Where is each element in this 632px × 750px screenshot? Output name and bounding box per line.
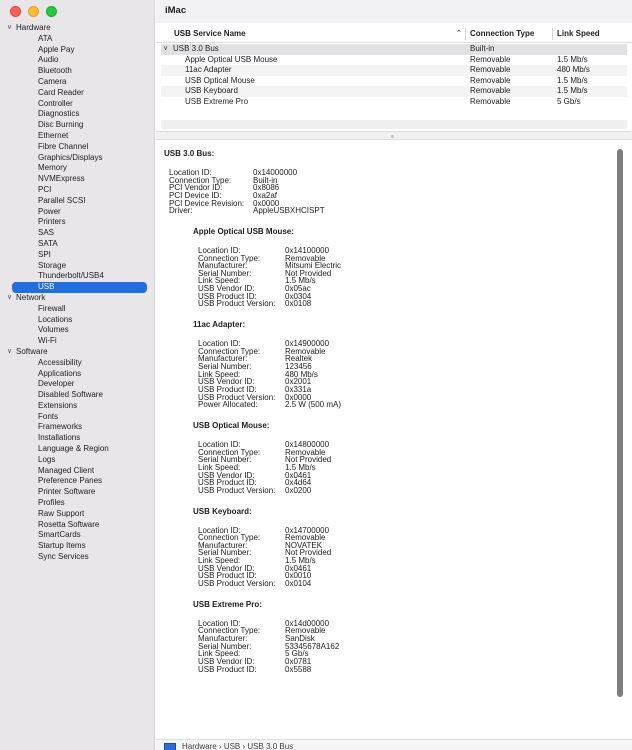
property-label: USB Product Version: [198, 299, 276, 309]
sidebar-item-parallel-scsi[interactable]: Parallel SCSI [38, 195, 86, 205]
sidebar-item-logs[interactable]: Logs [38, 454, 56, 464]
property-value: Removable [285, 626, 326, 636]
property-label: Serial Number: [198, 362, 252, 372]
cell-service-name: USB Extreme Pro [185, 97, 249, 106]
sidebar-item-memory[interactable]: Memory [38, 163, 67, 173]
property-value: 0x05ac [285, 284, 311, 294]
property-label: PCI Device Revision: [169, 198, 245, 208]
sidebar-group-label: Hardware [16, 23, 51, 32]
column-header-name[interactable]: USB Service Name [174, 29, 246, 38]
property-value: Removable [285, 533, 326, 543]
sidebar-item-firewall[interactable]: Firewall [38, 303, 66, 313]
property-value: 1.5 Mb/s [285, 556, 316, 566]
horizontal-scrollbar[interactable] [161, 120, 627, 129]
sidebar-item-preference-panes[interactable]: Preference Panes [38, 476, 103, 486]
breadcrumb-hardware[interactable]: Hardware [182, 742, 217, 750]
sidebar-item-bluetooth[interactable]: Bluetooth [38, 66, 72, 76]
sidebar-item-fonts[interactable]: Fonts [38, 411, 59, 421]
property-value: AppleUSBXHCISPT [253, 206, 325, 216]
table-row[interactable] [161, 55, 627, 66]
computer-icon [164, 743, 176, 750]
property-value: 0x14d00000 [285, 618, 330, 628]
section-title-usb-optical-mouse: USB Optical Mouse: [193, 420, 270, 430]
sidebar-item-usb[interactable]: USB [12, 282, 147, 293]
property-list [198, 441, 498, 495]
column-header-speed[interactable]: Link Speed [557, 29, 600, 38]
property-label: USB Vendor ID: [198, 656, 255, 666]
property-value: 0x0304 [285, 291, 312, 301]
property-list [198, 340, 498, 409]
table-row[interactable] [161, 65, 627, 76]
section-title-usb-extreme-pro: USB Extreme Pro: [193, 599, 262, 609]
sidebar-item-pci[interactable]: PCI [38, 184, 52, 194]
detail-pane [156, 141, 632, 739]
property-value: 1.5 Mb/s [285, 276, 316, 286]
property-value: Not Provided [285, 268, 332, 278]
property-list [198, 620, 498, 674]
property-value: 0x14000000 [253, 168, 298, 177]
property-value: 0x0461 [285, 470, 312, 480]
table-row[interactable] [161, 86, 627, 97]
sidebar-item-printers[interactable]: Printers [38, 217, 66, 227]
property-label: Connection Type: [198, 447, 261, 457]
property-label: USB Product ID: [198, 664, 257, 674]
sidebar-item-controller[interactable]: Controller [38, 98, 73, 108]
property-value: 0x8086 [253, 183, 280, 193]
cell-link-speed: 1.5 Mb/s [557, 54, 588, 64]
cell-connection-type: Removable [470, 86, 511, 96]
property-label: Manufacturer: [198, 633, 248, 643]
sidebar-item-applications[interactable]: Applications [38, 368, 82, 378]
sidebar-item-thunderbolt-usb4[interactable]: Thunderbolt/USB4 [38, 271, 104, 281]
sidebar-item-diagnostics[interactable]: Diagnostics [38, 109, 80, 119]
sidebar-item-volumes[interactable]: Volumes [38, 325, 69, 335]
property-value: 0x14100000 [285, 245, 330, 255]
property-label: USB Vendor ID: [198, 377, 255, 387]
minimize-window-button[interactable] [28, 6, 39, 17]
property-value: SanDisk [285, 633, 315, 643]
sidebar-item-smartcards[interactable]: SmartCards [38, 530, 81, 540]
property-label: Manufacturer: [198, 540, 248, 550]
cell-connection-type: Removable [470, 54, 511, 64]
property-value: 1.5 Mb/s [285, 462, 316, 472]
cell-service-name: 11ac Adapter [185, 65, 232, 75]
property-label: Location ID: [198, 339, 241, 349]
sidebar-item-accessibility[interactable]: Accessibility [38, 357, 82, 367]
property-value: Mitsumi Electric [285, 261, 342, 271]
sidebar-item-audio[interactable]: Audio [38, 55, 59, 65]
property-label: Driver: [169, 206, 193, 216]
cell-connection-type: Built-in [470, 44, 495, 53]
property-label: Link Speed: [198, 649, 241, 659]
property-label: Serial Number: [198, 455, 252, 465]
sidebar-item-graphics-displays[interactable]: Graphics/Displays [38, 152, 103, 162]
sidebar-item-sata[interactable]: SATA [38, 238, 58, 248]
window-title: iMac [156, 0, 632, 23]
sidebar-item-sync-services[interactable]: Sync Services [38, 552, 89, 562]
breadcrumb-usb-bus[interactable]: USB 3.0 Bus [247, 742, 294, 750]
property-label: Link Speed: [198, 556, 241, 566]
close-window-button[interactable] [10, 6, 21, 17]
chevron-right-icon: › [242, 742, 248, 750]
property-value: 5 Gb/s [285, 649, 309, 659]
sidebar-item-ata[interactable]: ATA [38, 33, 53, 43]
property-label: USB Product ID: [198, 291, 257, 301]
main-pane [156, 0, 632, 750]
sidebar-item-disc-burning[interactable]: Disc Burning [38, 120, 84, 130]
chevron-right-icon: › [218, 742, 224, 750]
vertical-scrollbar[interactable] [617, 149, 623, 697]
column-divider[interactable] [465, 28, 466, 40]
property-label: USB Product Version: [198, 392, 276, 402]
section-title-11ac-adapter: 11ac Adapter: [193, 320, 246, 330]
property-value: 53345678A162 [285, 641, 340, 651]
cell-service-name: USB Keyboard [185, 86, 238, 96]
path-bar [156, 739, 632, 750]
property-label: USB Product ID: [198, 478, 257, 488]
table-header [156, 23, 632, 43]
table-row[interactable] [161, 97, 627, 108]
sidebar-item-camera[interactable]: Camera [38, 76, 67, 86]
property-value: 123456 [285, 362, 312, 372]
sidebar-item-extensions[interactable]: Extensions [38, 400, 78, 410]
property-list [198, 247, 498, 308]
cell-link-speed: 5 Gb/s [557, 97, 581, 106]
sidebar-item-sas[interactable]: SAS [38, 228, 55, 238]
property-label: Manufacturer: [198, 354, 248, 364]
property-value: 0x0200 [285, 485, 312, 495]
sidebar-item-ethernet[interactable]: Ethernet [38, 130, 69, 140]
sidebar-group-label: Network [16, 292, 46, 302]
column-header-connection[interactable]: Connection Type [470, 29, 535, 38]
sidebar-item-language-region[interactable]: Language & Region [38, 444, 109, 454]
sidebar-item-power[interactable]: Power [38, 206, 61, 216]
sidebar-item-disabled-software[interactable]: Disabled Software [38, 390, 103, 400]
table-row[interactable] [161, 44, 627, 55]
section-title-usb-bus: USB 3.0 Bus: [164, 149, 215, 158]
property-value: 480 Mb/s [285, 369, 318, 379]
sidebar-group-label: Software [16, 346, 48, 356]
property-value: 0x0010 [285, 571, 312, 581]
property-label: Location ID: [198, 525, 241, 535]
chevron-down-icon[interactable]: ∨ [7, 293, 13, 301]
category-tree [0, 23, 155, 563]
property-label: Connection Type: [198, 253, 261, 263]
sidebar-item-wi-fi[interactable]: Wi-Fi [38, 336, 57, 346]
cell-service-name: USB Optical Mouse [185, 75, 255, 85]
property-value: 0x14800000 [285, 439, 330, 449]
zoom-window-button[interactable] [46, 6, 57, 17]
sidebar-item-frameworks[interactable]: Frameworks [38, 422, 83, 432]
cell-service-name: USB 3.0 Bus [173, 44, 219, 53]
chevron-up-icon[interactable]: ⌃ [456, 30, 462, 37]
property-value: 2.5 W (500 mA) [285, 400, 342, 410]
property-value: Removable [285, 253, 326, 263]
sidebar-item-managed-client[interactable]: Managed Client [38, 465, 95, 475]
split-divider[interactable] [156, 131, 632, 140]
window-controls [10, 6, 57, 17]
property-value: Not Provided [285, 455, 332, 465]
section-title-apple-optical-usb-mouse: Apple Optical USB Mouse: [193, 226, 294, 236]
property-label: PCI Vendor ID: [169, 183, 223, 193]
property-label: Serial Number: [198, 268, 252, 278]
sidebar-item-developer[interactable]: Developer [38, 379, 75, 389]
table-row[interactable] [161, 76, 627, 87]
property-value: Built-in [253, 175, 278, 185]
sidebar-item-startup-items[interactable]: Startup Items [38, 541, 86, 551]
sidebar-item-rosetta-software[interactable]: Rosetta Software [38, 519, 100, 529]
property-label: Serial Number: [198, 641, 252, 651]
column-divider[interactable] [552, 28, 553, 40]
property-label: USB Product ID: [198, 384, 257, 394]
sidebar-group-network[interactable] [0, 293, 155, 304]
sidebar-item-fibre-channel[interactable]: Fibre Channel [38, 141, 89, 151]
property-label: Location ID: [169, 168, 212, 177]
property-value: Realtek [285, 354, 313, 364]
property-value: 0x0781 [285, 656, 312, 666]
cell-link-speed: 1.5 Mb/s [557, 86, 588, 96]
property-label: USB Vendor ID: [198, 284, 255, 294]
property-list [169, 169, 469, 215]
property-label: Location ID: [198, 618, 241, 628]
property-label: Connection Type: [198, 626, 261, 636]
property-value: 0x14700000 [285, 525, 330, 535]
property-value: 0x5588 [285, 664, 312, 674]
sidebar-item-nvmexpress[interactable]: NVMExpress [38, 174, 85, 184]
property-label: Connection Type: [198, 533, 261, 543]
property-value: 0x2001 [285, 377, 312, 387]
property-value: 0x14900000 [285, 339, 330, 349]
sidebar-item-installations[interactable]: Installations [38, 433, 81, 443]
property-label: Connection Type: [198, 346, 261, 356]
sidebar [0, 0, 155, 750]
chevron-down-icon[interactable]: ∨ [7, 347, 13, 355]
property-label: Manufacturer: [198, 261, 248, 271]
property-value: 0x0000 [285, 392, 312, 402]
breadcrumb [182, 742, 293, 750]
property-value: 0xa2af [253, 190, 278, 200]
property-label: USB Product ID: [198, 571, 257, 581]
cell-link-speed: 480 Mb/s [557, 65, 590, 75]
property-value: Removable [285, 346, 326, 356]
cell-service-name: Apple Optical USB Mouse [185, 54, 278, 64]
property-label: Link Speed: [198, 369, 241, 379]
property-label: Power Allocated: [198, 400, 258, 410]
property-value: 0x4d64 [285, 478, 312, 488]
sidebar-item-printer-software[interactable]: Printer Software [38, 487, 96, 497]
sidebar-group-hardware[interactable] [0, 23, 155, 34]
sidebar-item-profiles[interactable]: Profiles [38, 498, 65, 508]
property-list [198, 527, 498, 588]
property-label: Connection Type: [169, 175, 232, 185]
property-value: Removable [285, 447, 326, 457]
property-value: 0x0104 [285, 579, 312, 589]
cell-connection-type: Removable [470, 65, 511, 75]
sidebar-item-storage[interactable]: Storage [38, 260, 67, 270]
chevron-down-icon[interactable]: ∨ [163, 45, 169, 52]
usb-device-table [156, 23, 632, 131]
property-label: Location ID: [198, 439, 241, 449]
property-value: 0x331a [285, 384, 312, 394]
breadcrumb-usb[interactable]: USB [223, 742, 241, 750]
property-value: 0x0000 [253, 198, 280, 208]
property-label: Serial Number: [198, 548, 252, 558]
sidebar-item-spi[interactable]: SPI [38, 249, 51, 259]
sidebar-item-apple-pay[interactable]: Apple Pay [38, 44, 75, 54]
cell-connection-type: Removable [470, 97, 511, 106]
sidebar-item-locations[interactable]: Locations [38, 314, 73, 324]
property-value: 0x0461 [285, 563, 312, 573]
sidebar-group-software[interactable] [0, 347, 155, 358]
property-label: Location ID: [198, 245, 241, 255]
property-value: NOVATEK [285, 540, 323, 550]
property-label: USB Vendor ID: [198, 470, 255, 480]
property-label: Link Speed: [198, 276, 241, 286]
property-value: Not Provided [285, 548, 332, 558]
chevron-down-icon[interactable]: ∨ [7, 24, 13, 31]
divider-grip-icon [391, 135, 394, 138]
property-value: 0x0108 [285, 299, 312, 309]
property-label: USB Product Version: [198, 485, 276, 495]
property-label: PCI Device ID: [169, 190, 222, 200]
cell-link-speed: 1.5 Mb/s [557, 75, 588, 85]
section-title-usb-keyboard: USB Keyboard: [193, 506, 252, 516]
property-label: Link Speed: [198, 462, 241, 472]
sidebar-item-raw-support[interactable]: Raw Support [38, 508, 85, 518]
property-label: USB Product Version: [198, 579, 276, 589]
property-label: USB Vendor ID: [198, 563, 255, 573]
sidebar-item-card-reader[interactable]: Card Reader [38, 87, 84, 97]
cell-connection-type: Removable [470, 75, 511, 85]
